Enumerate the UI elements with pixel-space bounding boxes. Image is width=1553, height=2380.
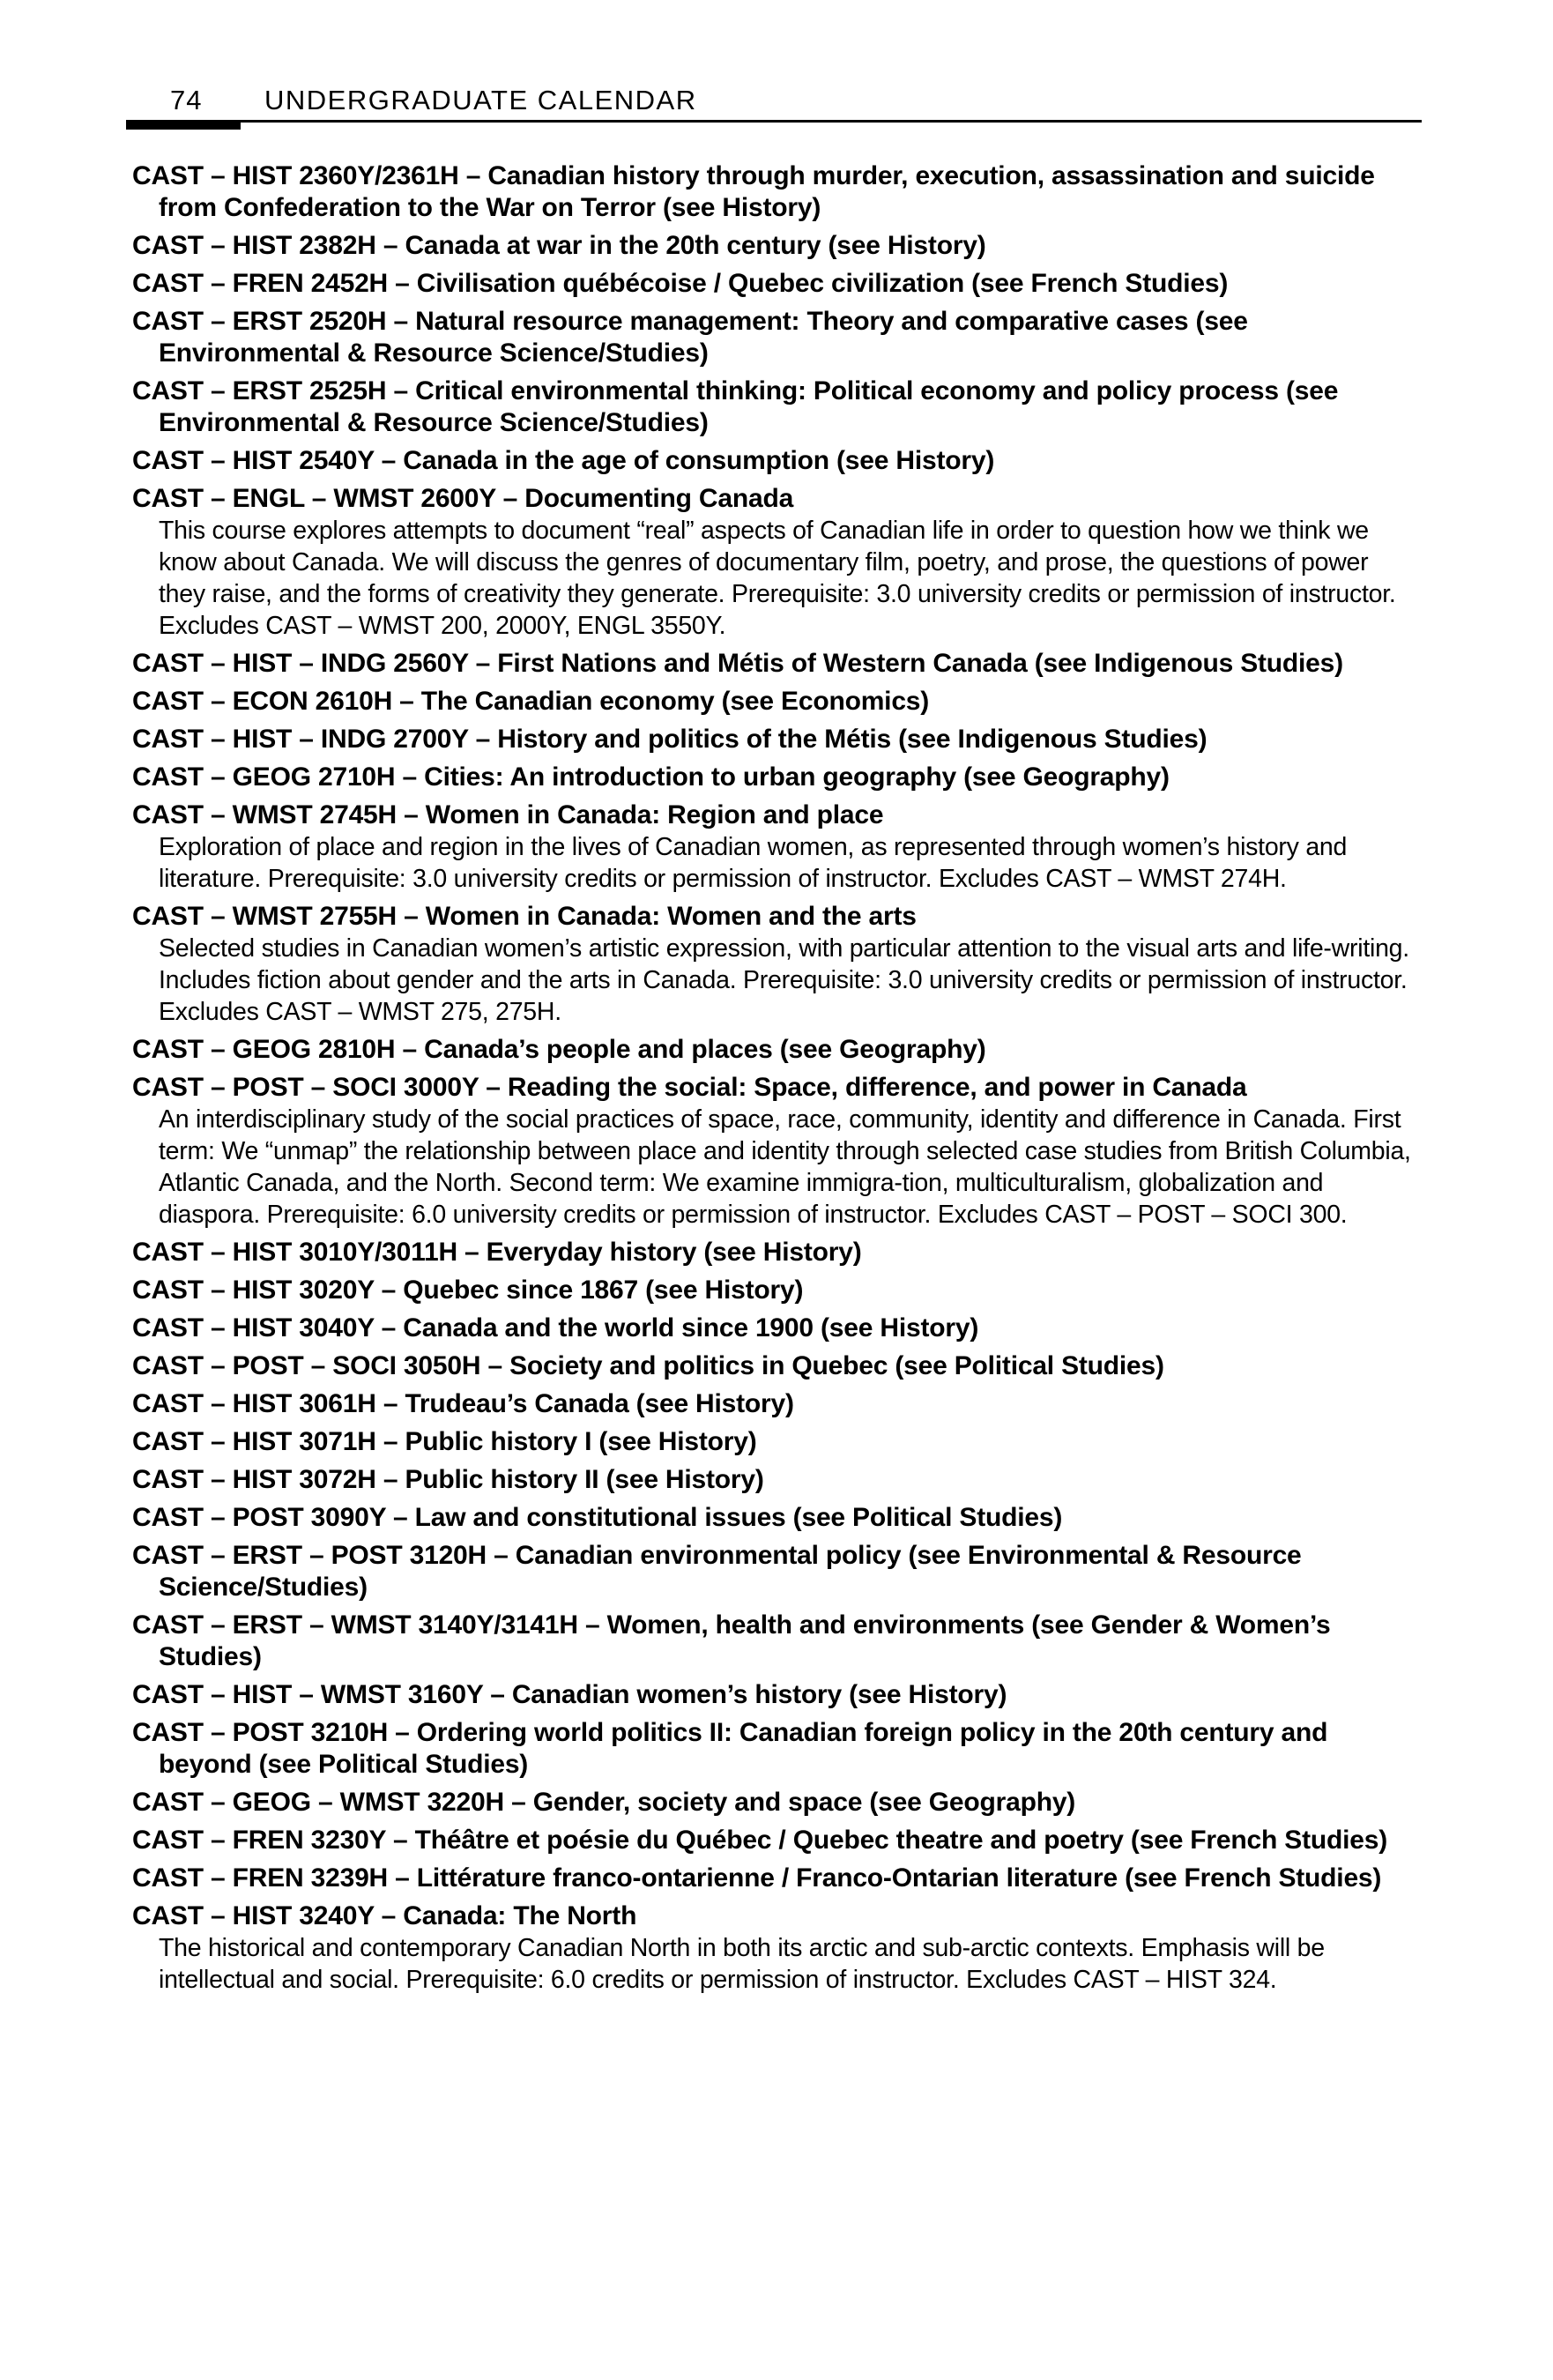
course-entry [132, 268, 1421, 300]
course-title: CAST – ERST – WMST 3140Y/3141H – Women, health and environments (see Gender & Women’s Studies) [132, 1610, 1331, 1671]
course-entry [132, 1275, 1421, 1306]
course-title: CAST – GEOG – WMST 3220H – Gender, society and space (see Geography) [132, 1788, 1076, 1817]
course-title: CAST – POST 3210H – Ordering world politics II: Canadian foreign policy in the 20th century and beyond (see Political Studies) [132, 1718, 1328, 1779]
course-title: CAST – GEOG 2810H – Canada’s people and places (see Geography) [132, 1035, 986, 1064]
course-title: CAST – FREN 3239H – Littérature franco-ontarienne / Franco-Ontarian literature (see French Studies) [132, 1863, 1382, 1893]
course-entry [132, 1863, 1421, 1894]
course-description: Exploration of place and region in the lives of Canadian women, as represented through women’s history and literature. Prerequisite: 3.0 university credits or permission of instructor. Excludes CAST – WMST 274H. [159, 833, 1348, 893]
course-title: CAST – HIST 3010Y/3011H – Everyday history (see History) [132, 1238, 862, 1267]
course-title: CAST – HIST 2540Y – Canada in the age of consumption (see History) [132, 446, 995, 475]
course-title: CAST – ERST 2520H – Natural resource management: Theory and comparative cases (see Environmental & Resource Science/Studies) [132, 307, 1248, 368]
course-title: CAST – HIST 3071H – Public history I (see History) [132, 1427, 757, 1456]
course-title: CAST – HIST 3072H – Public history II (see History) [132, 1465, 764, 1494]
course-list [132, 160, 1421, 2002]
course-description: Selected studies in Canadian women’s artistic expression, with particular attention to the visual arts and life-writing. Includes fiction about gender and the arts in Canada. Prerequisite: 3.0 university credits or permission of instructor. Excludes CAST – WMST 275, 275H. [159, 934, 1409, 1026]
course-title: CAST – POST – SOCI 3050H – Society and politics in Quebec (see Political Studies) [132, 1351, 1164, 1380]
course-title: CAST – HIST – WMST 3160Y – Canadian women’s history (see History) [132, 1680, 1007, 1709]
course-entry [132, 445, 1421, 477]
course-title: CAST – HIST 3061H – Trudeau’s Canada (see History) [132, 1389, 794, 1418]
course-title: CAST – HIST – INDG 2560Y – First Nations and Métis of Western Canada (see Indigenous Studies) [132, 649, 1343, 678]
course-title: CAST – POST – SOCI 3000Y – Reading the social: Space, difference, and power in Canada [132, 1073, 1247, 1102]
course-entry [132, 800, 1421, 895]
running-title: UNDERGRADUATE CALENDAR [264, 85, 697, 115]
course-title: CAST – FREN 3230Y – Théâtre et poésie du Québec / Quebec theatre and poetry (see French Studies) [132, 1826, 1388, 1855]
course-entry [132, 376, 1421, 439]
course-title: CAST – ERST 2525H – Critical environmental thinking: Political economy and policy process (see Environmental & Resource Science/Studies) [132, 376, 1339, 437]
course-entry [132, 1717, 1421, 1781]
course-title: CAST – ECON 2610H – The Canadian economy (see Economics) [132, 687, 930, 716]
course-description: This course explores attempts to document “real” aspects of Canadian life in order to question how we think we know about Canada. We will discuss the genres of documentary film, poetry, and prose, the questions of power they raise, and the forms of creativity they generate. Prerequisite: 3.0 university credits or permission of instructor. Excludes CAST – WMST 200, 2000Y, ENGL 3550Y. [159, 517, 1396, 640]
course-entry [132, 901, 1421, 1028]
course-entry [132, 306, 1421, 369]
page-header [126, 81, 1422, 125]
course-description: The historical and contemporary Canadian North in both its arctic and sub-arctic contexts. Emphasis will be intellectual and social. Prerequisite: 6.0 credits or permission of instructor. Excludes CAST – HIST 324. [159, 1934, 1325, 1994]
course-entry [132, 1350, 1421, 1382]
course-title: CAST – HIST 3040Y – Canada and the world since 1900 (see History) [132, 1313, 979, 1342]
course-entry [132, 762, 1421, 793]
course-title: CAST – HIST 2360Y/2361H – Canadian history through murder, execution, assassination and suicide from Confederation to the War on Terror (see History) [132, 161, 1375, 222]
course-title: CAST – HIST – INDG 2700Y – History and politics of the Métis (see Indigenous Studies) [132, 725, 1207, 754]
course-entry [132, 648, 1421, 680]
course-entry [132, 1502, 1421, 1534]
course-title: CAST – HIST 2382H – Canada at war in the 20th century (see History) [132, 231, 986, 260]
course-entry [132, 1540, 1421, 1603]
course-entry [132, 1426, 1421, 1458]
course-entry [132, 1034, 1421, 1066]
course-entry [132, 1900, 1421, 1996]
course-entry [132, 1825, 1421, 1856]
course-entry [132, 230, 1421, 262]
page-number: 74 [170, 85, 203, 115]
course-entry [132, 1610, 1421, 1673]
course-title: CAST – WMST 2745H – Women in Canada: Region and place [132, 800, 884, 829]
course-entry [132, 1679, 1421, 1711]
course-title: CAST – WMST 2755H – Women in Canada: Women and the arts [132, 902, 917, 931]
course-title: CAST – FREN 2452H – Civilisation québécoise / Quebec civilization (see French Studies) [132, 269, 1229, 298]
course-title: CAST – HIST 3020Y – Quebec since 1867 (see History) [132, 1276, 804, 1305]
header-tab-bar [126, 120, 241, 130]
course-entry [132, 724, 1421, 755]
course-entry [132, 686, 1421, 718]
course-title: CAST – ENGL – WMST 2600Y – Documenting Canada [132, 484, 794, 513]
course-entry [132, 1313, 1421, 1344]
course-entry [132, 483, 1421, 642]
course-entry [132, 160, 1421, 224]
course-entry [132, 1388, 1421, 1420]
header-rule [126, 120, 1422, 123]
course-entry [132, 1787, 1421, 1818]
course-entry [132, 1072, 1421, 1231]
course-title: CAST – HIST 3240Y – Canada: The North [132, 1901, 637, 1930]
course-title: CAST – ERST – POST 3120H – Canadian environmental policy (see Environmental & Resource Science/Studies) [132, 1541, 1302, 1602]
course-title: CAST – GEOG 2710H – Cities: An introduction to urban geography (see Geography) [132, 762, 1170, 792]
course-description: An interdisciplinary study of the social practices of space, race, community, identity and difference in Canada. First term: We “unmap” the relationship between place and identity through selected case studies from British Columbia, Atlantic Canada, and the North. Second term: We examine immigra-tion, multiculturalism, globalization and diaspora. Prerequisite: 6.0 university credits or permission of instructor. Excludes CAST – POST – SOCI 300. [159, 1105, 1411, 1229]
course-entry [132, 1237, 1421, 1268]
course-title: CAST – POST 3090Y – Law and constitutional issues (see Political Studies) [132, 1503, 1063, 1532]
course-entry [132, 1464, 1421, 1496]
